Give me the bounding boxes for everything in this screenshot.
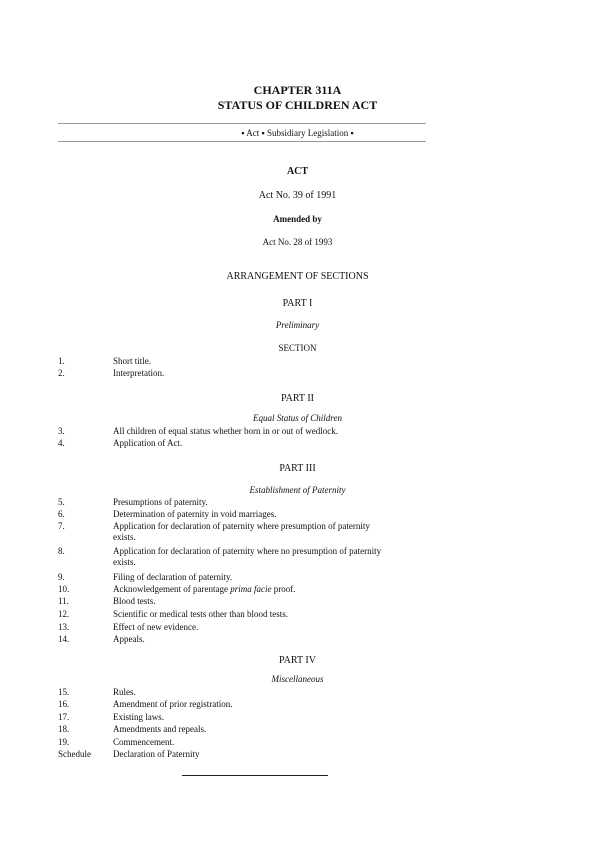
nav-links[interactable]: ▪ Act ▪ Subsidiary Legislation ▪: [241, 128, 354, 138]
section-number: 4.: [58, 438, 65, 448]
section-number: 2.: [58, 368, 65, 378]
section-title: Amendments and repeals.: [113, 724, 207, 734]
act-number: Act No. 39 of 1991: [258, 190, 337, 201]
end-divider: [182, 775, 328, 776]
section-title: All children of equal status whether born in or out of wedlock.: [113, 426, 338, 436]
act-title: STATUS OF CHILDREN ACT: [217, 98, 378, 112]
section-title: Declaration of Paternity: [113, 749, 200, 759]
section-number: 6.: [58, 509, 65, 519]
chapter-title: CHAPTER 311A: [253, 83, 342, 97]
amended-by-act: Act No. 28 of 1993: [262, 237, 333, 247]
section-title-continued: exists.: [113, 557, 136, 567]
section-title: Application of Act.: [113, 438, 183, 448]
section-title: [113, 584, 453, 595]
section-title: Commencement.: [113, 737, 175, 747]
section-number: Schedule: [58, 749, 91, 759]
top-divider: [58, 123, 426, 124]
part-title: Establishment of Paternity: [249, 485, 346, 495]
section-number: 1.: [58, 356, 65, 366]
part-heading: PART II: [280, 393, 315, 404]
bottom-divider: [58, 141, 426, 142]
section-number: 15.: [58, 687, 70, 697]
section-number: 3.: [58, 426, 65, 436]
section-label: SECTION: [278, 343, 317, 353]
part-title: Equal Status of Children: [253, 413, 342, 423]
part-heading: PART IV: [279, 655, 316, 666]
section-title: Existing laws.: [113, 712, 164, 722]
section-title: Determination of paternity in void marriages.: [113, 509, 277, 519]
section-title-italic: prima facie: [230, 584, 272, 594]
section-title: Effect of new evidence.: [113, 622, 199, 632]
section-title: Blood tests.: [113, 596, 156, 606]
section-title: Presumptions of paternity.: [113, 497, 208, 507]
section-title: Filing of declaration of paternity.: [113, 572, 233, 582]
section-title: Short title.: [113, 356, 151, 366]
section-title: Application for declaration of paternity where presumption of paternity: [113, 521, 370, 531]
section-number: 16.: [58, 699, 70, 709]
part-title: Miscellaneous: [271, 674, 324, 684]
section-title: Application for declaration of paternity where no presumption of paternity: [113, 546, 382, 556]
section-number: 19.: [58, 737, 70, 747]
section-title: Interpretation.: [113, 368, 165, 378]
section-number: 14.: [58, 634, 70, 644]
section-title-continued: exists.: [113, 532, 136, 542]
section-number: 12.: [58, 609, 70, 619]
section-title: Amendment of prior registration.: [113, 699, 233, 709]
section-number: 13.: [58, 622, 70, 632]
section-number: 8.: [58, 546, 65, 556]
section-number: 11.: [58, 596, 69, 606]
section-number: 7.: [58, 521, 65, 531]
section-number: 17.: [58, 712, 70, 722]
section-number: 18.: [58, 724, 70, 734]
section-number: 9.: [58, 572, 65, 582]
amended-by-label: Amended by: [273, 214, 322, 224]
section-number: 5.: [58, 497, 65, 507]
part-title: Preliminary: [275, 320, 320, 330]
section-title-part: proof.: [271, 584, 296, 594]
act-heading: ACT: [286, 166, 309, 177]
part-heading: PART I: [282, 298, 313, 309]
section-number: 10.: [58, 584, 70, 594]
section-title-part: Acknowledgement of parentage: [113, 584, 231, 594]
section-title: Rules.: [113, 687, 136, 697]
part-heading: PART III: [279, 463, 316, 474]
section-title: Appeals.: [113, 634, 145, 644]
arrangement-heading: ARRANGEMENT OF SECTIONS: [226, 271, 369, 282]
section-title: Scientific or medical tests other than blood tests.: [113, 609, 288, 619]
